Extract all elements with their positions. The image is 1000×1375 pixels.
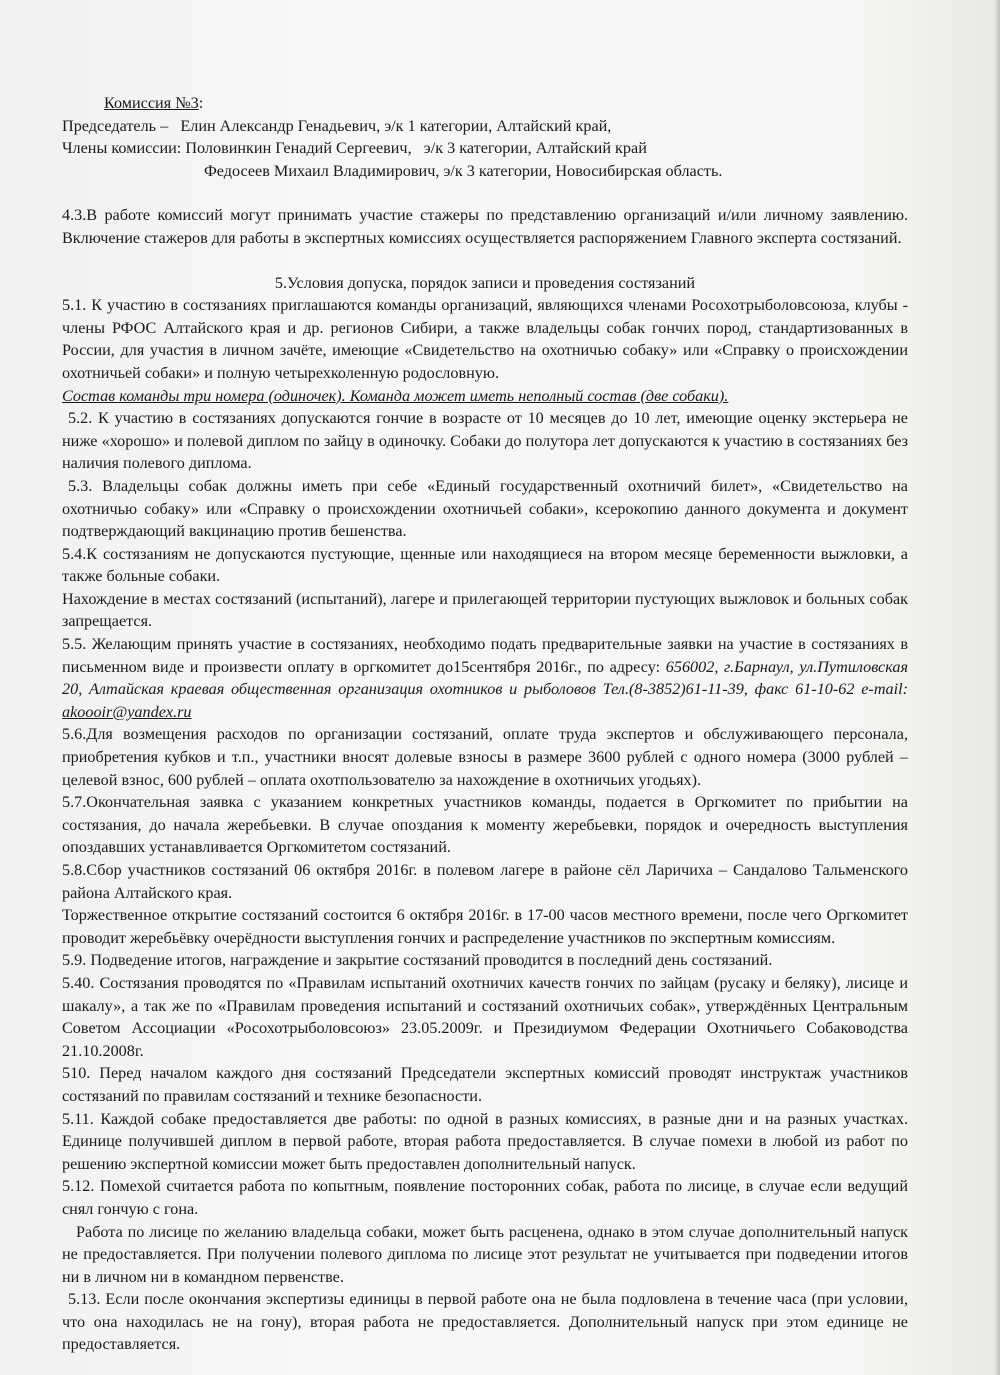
section-5-title: 5.Условия допуска, порядок записи и проведения состязаний: [274, 273, 696, 292]
paragraph-5-11: 5.11. Каждой собаке предоставляется две работы: по одной в разных комиссиях, в разные дни и на разных участках. Единице получившей диплом в первой работе, вторая работа предоставляется. В случае помехи в любой из работ по решению экспертной комиссии может быть предоставлен дополнительный напуск.: [62, 1109, 908, 1173]
paragraph-5-6: 5.6.Для возмещения расходов по организации состязаний, оплате труда экспертов и обслуживающего персонала, приобретения кубков и т.п., участники вносят долевые взносы в размере 3600 рублей с одного номера (3000 рублей – целевой взнос, 600 рублей – оплата охотпользователю за нахождение в охотничьих угодьях).: [62, 725, 908, 789]
commission-title-text: Комиссия №3: [104, 94, 199, 112]
paragraph-5-4b: Нахождение в местах состязаний (испытаний), лагере и прилегающей территории пустующих выжловок и больных собак запрещается.: [62, 589, 908, 631]
paragraph-5-8: 5.8.Сбор участников состязаний 06 октября 2016г. в полевом лагере в районе сёл Ларичиха – Сандалово Тальменского района Алтайского края.: [62, 861, 908, 902]
paragraph-5-7: 5.7.Окончательная заявка с указанием конкретных участников команды, подается в Оргкомитет по прибытии на состязания, до начала жеребьевки. В случае опоздания к моменту жеребьевки, порядок и очередность выступления опоздавших устанавливается Оргкомитетом состязаний.: [62, 793, 908, 857]
paragraph-5-4: 5.4.К состязаниям не допускаются пустующие, щенные или находящиеся на втором месяце беременности выжловки, а также больные собаки.: [62, 544, 908, 586]
paragraph-5-2: 5.2. К участию в состязаниях допускаются гончие в возрасте от 10 месяцев до 10 лет, имеющие оценку экстерьера не ниже «хорошо» и полевой диплом по зайцу в одиночку. Собаки до полутора лет допускаются к участию в состязаниях без наличия полевого диплома.: [62, 409, 908, 473]
commission-member-1: Члены комиссии: Половинкин Генадий Сергеевич, э/к 3 категории, Алтайский край: [62, 139, 647, 158]
team-composition-note: Состав команды три номера (одиночек). Команда может иметь неполный состав (две собаки).: [62, 386, 729, 405]
paragraph-5-5: [62, 633, 908, 723]
commission-title: [62, 92, 908, 115]
paragraph-5-40: 5.40. Состязания проводятся по «Правилам испытаний охотничих качеств гончих по зайцам (русаку и беляку), лисице и шакалу», а так же по «Правилам проведения испытаний и состязаний охотничьих собак», утверждённых Центральным Советом Ассоциации «Росохотрыболовсоюз» 23.05.2009г. и Президиумом Федерации Охотничьего Собаководства 21.10.2008г.: [62, 973, 908, 1060]
paragraph-5-12b: Работа по лисице по желанию владельца собаки, может быть расценена, однако в этом случае дополнительный напуск не предоставляется. При получении полевого диплома по лисице этот результат не учитывается при подведении итогов ни в личном ни в командном первенстве.: [62, 1222, 908, 1286]
paragraph-5-13: 5.13. Если после окончания экспертизы единицы в первой работе она не была подловлена в течение часа (при условии, что она находилась не на гону), вторая работа не предоставляется. Дополнительный напуск при этом единице не предоставляется.: [62, 1290, 908, 1354]
document-body: [62, 92, 908, 1356]
paragraph-5-12: 5.12. Помехой считается работа по копытным, появление посторонних собак, работа по лисице, в случае если ведущий снял гончую с гона.: [62, 1177, 908, 1218]
paragraph-4-3: 4.3.В работе комиссий могут принимать участие стажеры по представлению организаций и/или личному заявлению. Включение стажеров для работы в экспертных комиссиях осуществляется распоряжением Главного эксперта состязаний.: [62, 206, 908, 247]
commission-chair: Председатель – Елин Александр Генадьевич, э/к 1 категории, Алтайский край,: [62, 116, 612, 135]
commission-member-2: Федосеев Михаил Владимирович, э/к 3 категории, Новосибирская область.: [204, 161, 723, 180]
paragraph-5-1: 5.1. К участию в состязаниях приглашаются команды организаций, являющихся членами Росохотрыболовсоюза, клубы - члены РФОС Алтайского края и др. регионов Сибири, а также владельцы собак гончих пород, стандартизованных в России, для участия в личном зачёте, имеющие «Свидетельство на охотничью собаку» или «Справку о происхождении охотничьей собаки» и полную четырехколенную родословную.: [62, 296, 908, 382]
organizer-email-link[interactable]: akoooir@yandex.ru: [62, 702, 192, 721]
commission-title-colon: :: [198, 94, 204, 112]
paragraph-5-9: 5.9. Подведение итогов, награждение и закрытие состязаний проводится в последний день состязаний.: [62, 951, 773, 970]
paragraph-510: 510. Перед началом каждого дня состязаний Председатели экспертных комиссий проводят инструктаж участников состязаний по правилам состязаний и технике безопасности.: [62, 1064, 908, 1105]
paragraph-5-3: 5.3. Владельцы собак должны иметь при себе «Единый государственный охотничий билет», «Свидетельство на охотничью собаку» или «Справку о происхождении охотничьей собаки», ксерокопию данного документа и документ подтверждающий вакцинацию против бешенства.: [62, 476, 908, 541]
page-edge-shadow: [994, 0, 1000, 1375]
organizer-address: 656002, г.Барнаул, ул.Путиловская 20, Алтайская краевая общественная организация охотников и рыболовов Тел.(8-3852)61-11-39, факс 61-10-62 e-mail:: [62, 657, 908, 699]
paragraph-5-5-text: 5.5. Желающим принять участие в состязаниях, необходимо подать предварительные заявки на участие в состязаниях в письменном виде и произвести оплату в оргкомитет до15сентября 2016г., по адресу:: [62, 635, 908, 676]
paragraph-5-8b: Торжественное открытие состязаний состоится 6 октября 2016г. в 17-00 часов местного времени, после чего Оргкомитет проводит жеребьёвку очерёдности выступления гончих и распределение участников по экспертным комиссиям.: [62, 906, 908, 947]
